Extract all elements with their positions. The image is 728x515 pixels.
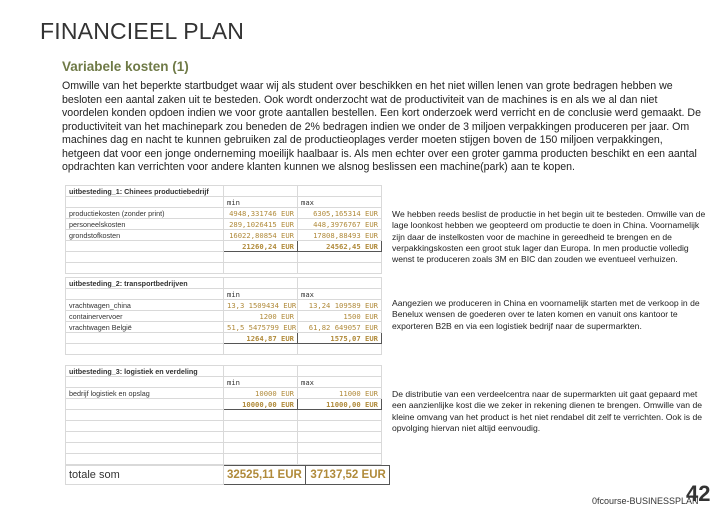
- table-header: uitbesteding_1: Chinees productiebedrijf: [66, 186, 224, 197]
- row-min-value: 10000 EUR: [224, 388, 298, 399]
- page-number: 42: [686, 481, 711, 506]
- footer-brand: 0fcourse-BUSINESSPLAN: [592, 496, 699, 506]
- subtotal-max: 1575,07 EUR: [298, 333, 382, 344]
- note-chinese-production: We hebben reeds beslist de productie in het begin uit te besteden. Omwille van de lage loonkost hebben we geopteerd om productie te doen in China. Voornamelijk zijn daar de instelkosten voor de machine in gereedheid te brengen en de verpakkingskosten een groot stuk lager dan Europa. In men productie volledig wenst te produceren zoals 3M en BIC dan zouden we eventueel verhuizen.: [392, 209, 706, 265]
- column-max: max: [298, 377, 382, 388]
- row-min-value: 16022,80854 EUR: [224, 230, 298, 241]
- table-header-row: [66, 278, 382, 289]
- row-label: grondstofkosten: [66, 230, 224, 241]
- totals-table: [65, 465, 390, 485]
- table-row: [66, 219, 382, 230]
- totals-row: [66, 466, 390, 485]
- table-header-row: [66, 366, 382, 377]
- table-row: [66, 230, 382, 241]
- table-header: uitbesteding_3: logistiek en verdeling: [66, 366, 224, 377]
- column-header-row: [66, 197, 382, 208]
- row-min-value: 1200 EUR: [224, 311, 298, 322]
- table-header-row: [66, 186, 382, 197]
- subtotal-row: [66, 399, 382, 410]
- row-label: productiekosten (zonder print): [66, 208, 224, 219]
- column-min: min: [224, 377, 298, 388]
- subtotal-min: 1264,87 EUR: [224, 333, 298, 344]
- row-min-value: 13,3 1509434 EUR: [224, 300, 298, 311]
- totals-label: totale som: [66, 466, 224, 485]
- table-row: [66, 208, 382, 219]
- cost-table-transport: [65, 277, 382, 355]
- row-max-value: 61,82 649057 EUR: [298, 322, 382, 333]
- table-row: [66, 311, 382, 322]
- row-max-value: 6305,165314 EUR: [298, 208, 382, 219]
- column-header-row: [66, 289, 382, 300]
- row-max-value: 17808,88493 EUR: [298, 230, 382, 241]
- column-min: min: [224, 197, 298, 208]
- table-header: uitbesteding_2: transportbedrijven: [66, 278, 224, 289]
- table-row: [66, 322, 382, 333]
- row-min-value: 51,5 5475799 EUR: [224, 322, 298, 333]
- column-max: max: [298, 289, 382, 300]
- intro-paragraph: Omwille van het beperkte startbudget waar wij als student over beschikken en het niet willen lenen van grote bedragen hebben we besloten een aantal zaken uit te besteden. Ook wordt onderzocht wat de productiviteit van de machines is en als we al dan niet voordelen konden opdoen indien we voor grote aantallen bestellen. Een kort onderzoek werd verricht en de conclusie werd gemaakt. De productiviteit van het machinepark zou beneden de 2% bedragen indien we onder de 3 miljoen verpakkingen produceren per jaar. Om machines dag en nacht te kunnen gebruiken zal de productieoplages verder moeten stijgen boven de 150 miljoen verpakkingen, hetgeen dat voor een jonge onderneming moeilijk haalbaar is. Als men echter over een groter gamma producten beschikt en een aantal opdrachten kan verrichten voor andere klanten kunnen we alsnog beslissen een machine(park) aan te kopen.: [62, 80, 701, 173]
- row-max-value: 1500 EUR: [298, 311, 382, 322]
- totals-min: 32525,11 EUR: [224, 466, 306, 485]
- row-label: bedrijf logistiek en opslag: [66, 388, 224, 399]
- row-min-value: 289,1026415 EUR: [224, 219, 298, 230]
- cost-table-logistics: [65, 365, 382, 465]
- row-max-value: 448,3976767 EUR: [298, 219, 382, 230]
- subtotal-row: [66, 333, 382, 344]
- subtotal-max: 11000,00 EUR: [298, 399, 382, 410]
- totals-max: 37137,52 EUR: [305, 466, 389, 485]
- subtotal-min: 10000,00 EUR: [224, 399, 298, 410]
- row-min-value: 4948,331746 EUR: [224, 208, 298, 219]
- column-max: max: [298, 197, 382, 208]
- row-label: containervervoer: [66, 311, 224, 322]
- row-max-value: 13,24 109589 EUR: [298, 300, 382, 311]
- table-row: [66, 388, 382, 399]
- row-label: vrachtwagen België: [66, 322, 224, 333]
- row-max-value: 11000 EUR: [298, 388, 382, 399]
- row-label: personeelskosten: [66, 219, 224, 230]
- table-row: [66, 300, 382, 311]
- subtotal-max: 24562,45 EUR: [298, 241, 382, 252]
- subtotal-min: 21260,24 EUR: [224, 241, 298, 252]
- row-label: vrachtwagen_china: [66, 300, 224, 311]
- column-min: min: [224, 289, 298, 300]
- section-title: Variabele kosten (1): [62, 59, 189, 74]
- page-title: FINANCIEEL PLAN: [40, 18, 245, 44]
- note-logistics: De distributie van een verdeelcentra naar de supermarkten uit gaat gepaard met een aanzienlijke kost die we zeker in rekening dienen te brengen. Omwille van de kleine omvang van het product is het niet rendabel dit zelf te verrichten. Ook is de opvolging hiervan niet altijd eenvoudig.: [392, 389, 703, 433]
- note-transport: Aangezien we produceren in China en voornamelijk starten met de verkoop in de Benelux wensen de goederen over te laten komen en vanuit ons kantoor te exporteren B2B en via een logistiek bedrijf naar de supermarkten.: [392, 298, 700, 331]
- cost-table-chinese-production: [65, 185, 382, 274]
- column-header-row: [66, 377, 382, 388]
- subtotal-row: [66, 241, 382, 252]
